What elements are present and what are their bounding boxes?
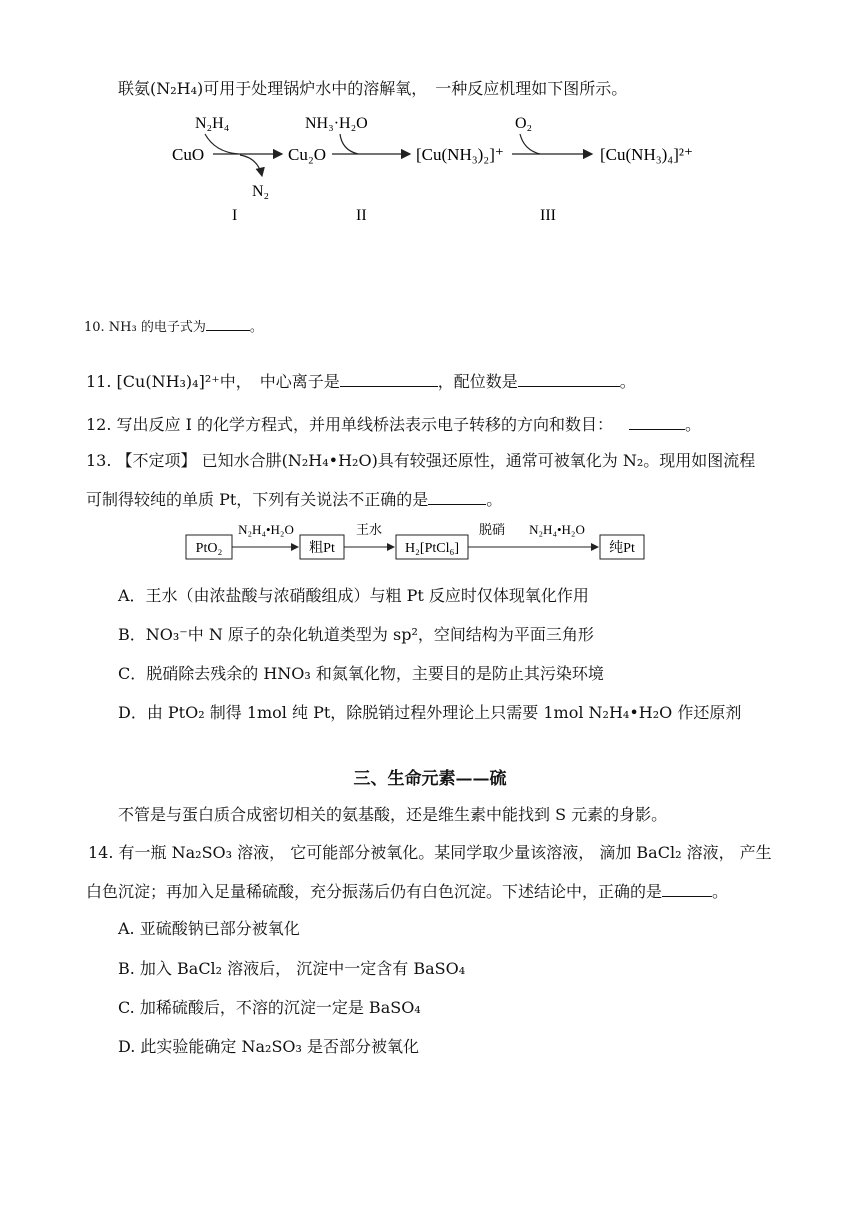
question-14-end: 。 (712, 882, 729, 901)
pt-process-flow (0, 518, 860, 578)
intro-text: 联氨(N₂H₄)可用于处理锅炉水中的溶解氧， 一种反应机理如下图所示。 (118, 79, 628, 98)
flow-box-h2ptcl6-label: H₂[PtCl₆] (404, 541, 460, 556)
q14-option-a[interactable]: A. 亚硫酸钠已部分被氧化 (118, 919, 300, 938)
species-diammine-copper: [Cu(NH₃)₂]⁺ (416, 145, 504, 164)
question-12 (86, 414, 701, 436)
flow-arrow-3a-label: 脱硝 (478, 522, 506, 537)
flow-arrow-1-label: N₂H₄•H₂O (238, 522, 294, 537)
flow-box-crude-pt-label: 粗Pt (309, 541, 335, 556)
flow-box-pto2-label: PtO₂ (195, 541, 223, 556)
curved-arrow-reagent3 (520, 134, 540, 154)
byproduct-nitrogen: N₂ (252, 183, 270, 200)
answer-blank-11-coordination-number[interactable] (518, 372, 620, 387)
question-14-line1: 14. 有一瓶 Na₂SO₃ 溶液， 它可能部分被氧化。某同学取少量该溶液， 滴加 BaCl₂ 溶液， 产生 (88, 843, 772, 862)
reagent-hydrazine: N₂H₄ (195, 115, 230, 132)
q13-option-a[interactable]: A．王水（由浓盐酸与浓硝酸组成）与粗 Pt 反应时仅体现氧化作用 (118, 586, 589, 605)
question-10-end: 。 (249, 320, 263, 335)
step-label-1: I (232, 207, 238, 224)
question-10-text: 10. NH₃ 的电子式为 (84, 320, 206, 335)
question-13-line1: 13. 【不定项】 已知水合肼(N₂H₄•H₂O)具有较强还原性，通常可被氧化为 N₂。现用如图流程 (86, 451, 756, 470)
reaction-mechanism-diagram (0, 100, 860, 340)
species-cuo: CuO (172, 145, 205, 164)
answer-blank-10[interactable] (206, 316, 250, 331)
question-11-mid: ，配位数是 (437, 372, 518, 391)
question-13-end: 。 (486, 490, 503, 509)
species-tetraammine-copper: [Cu(NH₃)₄]²⁺ (600, 145, 693, 164)
q14-option-c[interactable]: C. 加稀硫酸后，不溶的沉淀一定是 BaSO₄ (118, 998, 421, 1017)
reagent-oxygen: O₂ (515, 115, 533, 132)
answer-blank-11-center-ion[interactable] (340, 372, 438, 387)
q14-option-d[interactable]: D. 此实验能确定 Na₂SO₃ 是否部分被氧化 (118, 1037, 420, 1056)
q13-option-c[interactable]: C．脱硝除去残余的 HNO₃ 和氮氧化物，主要目的是防止其污染环境 (118, 664, 604, 683)
answer-blank-13[interactable] (428, 490, 486, 505)
flow-box-pure-pt-label: 纯Pt (609, 541, 635, 556)
question-10 (84, 316, 263, 339)
section-3-title: 三、生命元素——硫 (353, 769, 507, 789)
section-3-intro: 不管是与蛋白质合成密切相关的氨基酸，还是维生素中能找到 S 元素的身影。 (118, 805, 668, 824)
species-cu2o: Cu₂O (288, 145, 327, 164)
flow-arrow-2-label: 王水 (355, 522, 383, 537)
question-13-text: 可制得较纯的单质 Pt，下列有关说法不正确的是 (86, 490, 429, 509)
question-14-text: 白色沉淀；再加入足量稀硫酸，充分振荡后仍有白色沉淀。下述结论中，正确的是 (86, 882, 663, 901)
reagent-ammonia-water: NH₃·H₂O (305, 115, 368, 132)
question-14-line2 (86, 881, 728, 903)
answer-blank-14[interactable] (662, 882, 712, 897)
answer-blank-12[interactable] (629, 415, 685, 430)
q13-option-d[interactable]: D．由 PtO₂ 制得 1mol 纯 Pt，除脱销过程外理论上只需要 1mol N₂H₄•H₂O 作还原剂 (118, 703, 742, 722)
question-12-text: 12. 写出反应 I 的化学方程式，并用单线桥法表示电子转移的方向和数目： (86, 415, 614, 434)
curved-arrow-byproduct1 (240, 155, 262, 176)
question-11-end: 。 (619, 372, 636, 391)
q13-option-b[interactable]: B．NO₃⁻中 N 原子的杂化轨道类型为 sp²，空间结构为平面三角形 (118, 625, 594, 644)
curved-arrow-reagent1 (205, 134, 238, 154)
curved-arrow-reagent2 (340, 134, 358, 154)
question-13-line2 (86, 489, 502, 511)
flow-arrow-3b-label: N₂H₄•H₂O (529, 522, 585, 537)
question-11 (86, 371, 636, 393)
step-label-3: III (540, 207, 556, 224)
q14-option-b[interactable]: B. 加入 BaCl₂ 溶液后， 沉淀中一定含有 BaSO₄ (118, 959, 466, 978)
question-11-text: 11. [Cu(NH₃)₄]²⁺中， 中心离子是 (86, 372, 340, 391)
step-label-2: II (356, 207, 367, 224)
question-12-end: 。 (685, 415, 702, 434)
